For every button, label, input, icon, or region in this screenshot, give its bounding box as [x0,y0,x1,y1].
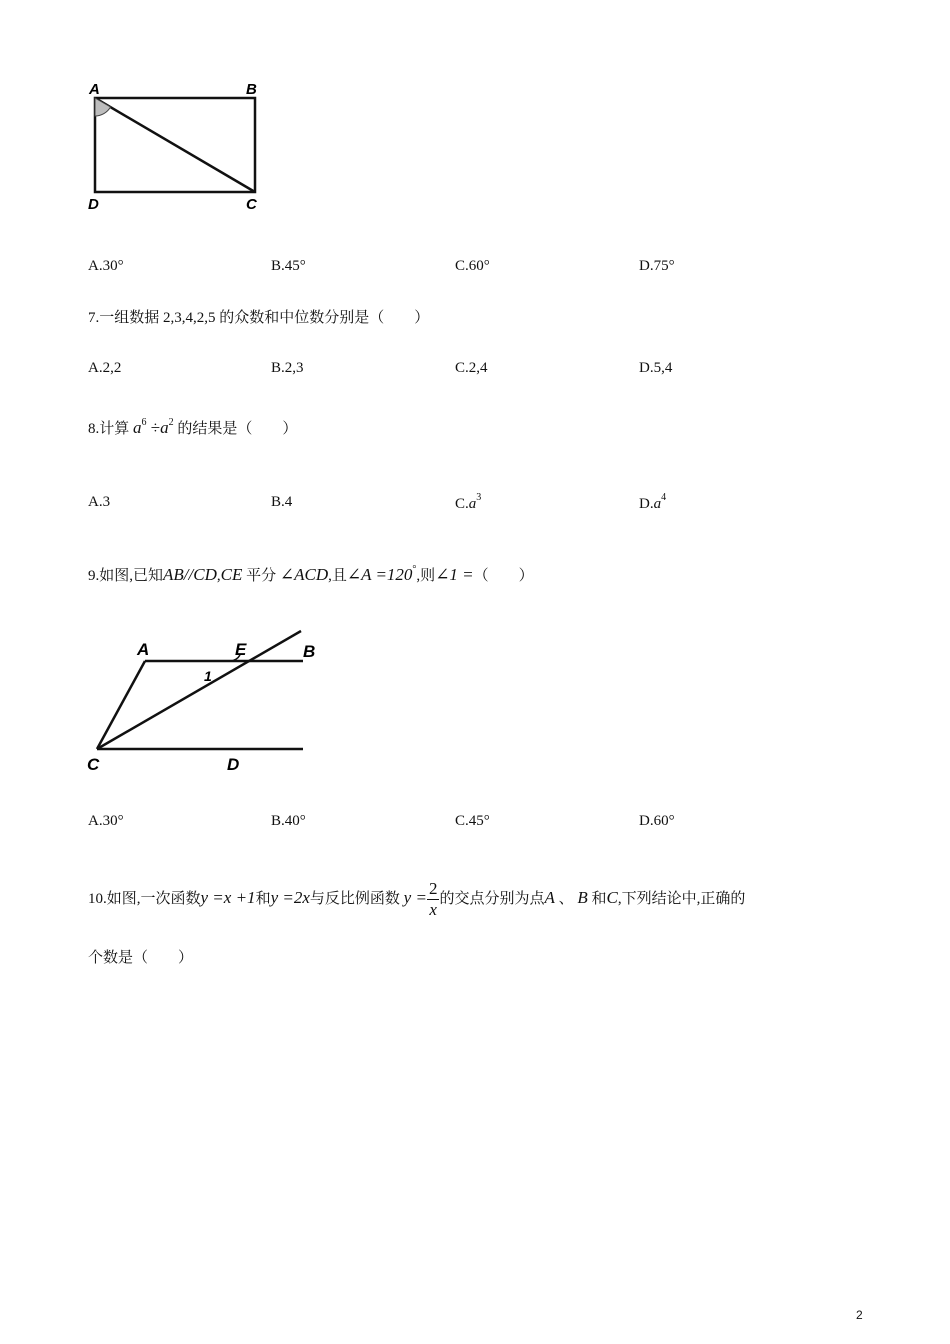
q9-sep1: , [216,568,221,584]
q10-t2: 与反比例函数 [309,891,400,907]
label-b: B [246,81,257,98]
q10-frac-den: x [429,900,437,920]
q7-option-b[interactable]: B.2,3 [271,360,304,376]
q10-prefix: 10.如图,一次函数 [88,891,201,907]
q6-option-d[interactable]: D.75° [639,258,675,274]
q10-point-b: B [577,888,588,907]
q8-option-c[interactable] [455,488,481,514]
q10-point-c: C [606,888,618,907]
page-number: 2 [856,1308,863,1322]
q8-option-d[interactable] [639,488,666,514]
q7-option-c[interactable]: C.2,4 [455,360,488,376]
q10-t5: 和 [587,891,607,907]
q8-option-b[interactable]: B.4 [271,494,293,510]
angle-mark [95,98,111,116]
label-1: 1 [204,668,212,684]
q10-t4: 、 [554,891,574,907]
q8-exp1: 6 [141,417,147,428]
q8-option-c-base: a [468,496,477,512]
q9-t3: ,且 [328,568,347,584]
q7-option-a[interactable]: A.2,2 [88,360,122,376]
label-e: E [235,640,247,659]
q8-exp2: 2 [168,417,174,428]
q8-option-d-label: D. [639,496,654,512]
q9-m1: AB//CD [163,565,217,584]
q8-option-c-exp: 3 [476,492,482,503]
q10-m2: y =2x [270,888,310,907]
q9-t2: 平分 [246,568,277,584]
q9-option-a[interactable]: A.30° [88,813,124,829]
q6-option-a[interactable]: A.30° [88,258,124,274]
q10-t3: 的交点分别为点 [439,891,545,907]
q8-base1: a [133,418,142,437]
q9-t4: ,则 [416,568,436,584]
q9-option-c[interactable]: C.45° [455,813,490,829]
q10-frac-num: 2 [428,879,438,899]
parallel-lines-figure [85,625,330,780]
q6-option-c[interactable]: C.60° [455,258,490,274]
q10-point-a: A [544,888,555,907]
q9-m4-sup: ° [412,564,417,575]
q9-option-d[interactable]: D.60° [639,813,675,829]
label-d: D [88,196,99,213]
diagonal-ac [95,98,255,192]
q9-m5: ∠1 = [435,565,474,584]
q8-prefix: 8.计算 [88,421,130,437]
q9-prefix: 9.如图,已知 [88,568,164,584]
q10-fraction [427,879,440,920]
label-c: C [87,755,100,774]
q10-frac-lhs: y = [403,888,427,907]
q8-base2: a [160,418,169,437]
label-d: D [227,755,240,774]
label-a: A [89,81,100,98]
q8-option-d-exp: 4 [661,492,667,503]
q8-option-c-label: C. [455,496,469,512]
q9-t5: （ ） [473,568,534,584]
q9-question [88,560,534,586]
label-a: A [137,640,150,659]
q10-m1: y =x +1 [200,888,256,907]
q8-question [88,413,297,439]
q9-m4: ∠A =120 [346,565,413,584]
ray-ce [97,631,301,749]
q10-t1: 和 [255,891,271,907]
q8-option-d-base: a [653,496,662,512]
rectangle-figure [80,72,280,217]
q10-question-line2: 个数是（ ） [88,950,194,966]
q10-question [88,868,745,929]
q7-question: 7.一组数据 2,3,4,2,5 的众数和中位数分别是（ ） [88,310,430,326]
q7-option-d[interactable]: D.5,4 [639,360,673,376]
q9-m3: ∠ACD [279,565,329,584]
label-c: C [246,196,257,213]
q9-option-b[interactable]: B.40° [271,813,306,829]
q6-option-b[interactable]: B.45° [271,258,306,274]
q8-op: ÷ [146,418,161,437]
q10-t6: ,下列结论中,正确的 [617,891,746,907]
q8-option-a[interactable]: A.3 [88,494,111,510]
q9-m2: CE [220,565,243,584]
label-b: B [303,642,316,661]
q8-suffix: 的结果是（ ） [177,421,298,437]
